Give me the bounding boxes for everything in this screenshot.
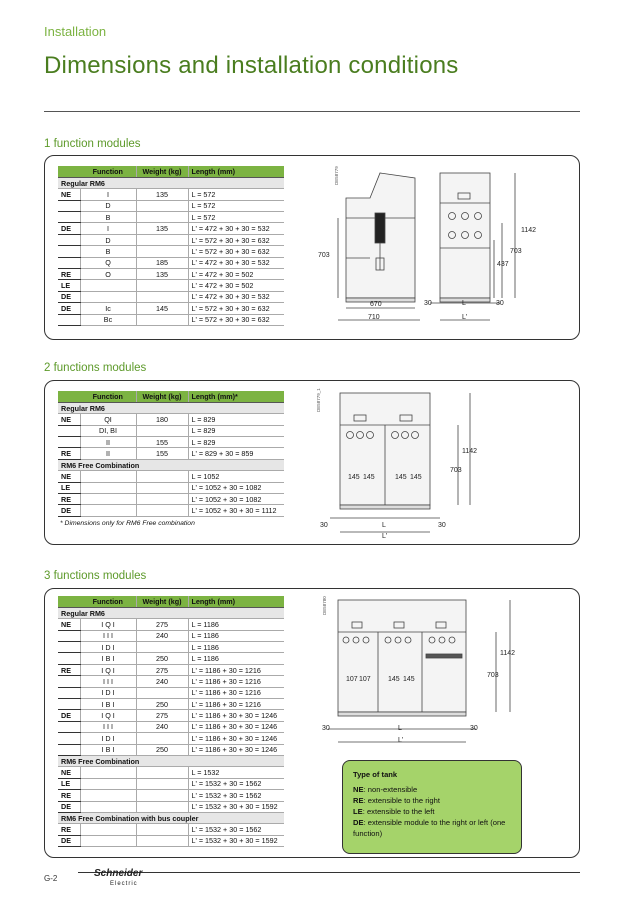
dim-label: 107	[359, 676, 371, 683]
table-row	[58, 234, 284, 245]
table-cell: L' = 1186 + 30 + 30 = 1246	[188, 744, 284, 755]
table-cell: 135	[136, 189, 188, 200]
table-cell: 275	[136, 664, 188, 675]
table-cell: D	[80, 200, 136, 211]
table-cell: L = 1186	[188, 653, 284, 664]
group-label: RM6 Free Combination	[58, 459, 284, 470]
table-cell: L' = 1052 + 30 = 1082	[188, 494, 284, 505]
table-cell	[136, 471, 188, 482]
table-cell: I D I	[80, 733, 136, 744]
table-cell: L' = 1532 + 30 = 1562	[188, 778, 284, 789]
table-cell: RE	[58, 824, 80, 835]
table-row	[58, 448, 284, 459]
dim-label: 1142	[462, 448, 478, 455]
table-cell: L' = 472 + 30 + 30 = 532	[188, 257, 284, 268]
table-cell: L' = 1186 + 30 + 30 = 1246	[188, 721, 284, 732]
group-label: Regular RM6	[58, 177, 284, 188]
table-cell: 240	[136, 721, 188, 732]
dim-label: L'	[462, 314, 468, 321]
table-cell	[58, 676, 80, 687]
dim-label: 145	[348, 474, 360, 481]
table-cell	[80, 801, 136, 812]
table-1-function	[58, 166, 284, 326]
table-row	[58, 835, 284, 846]
table-cell	[80, 835, 136, 846]
table-row	[58, 733, 284, 744]
table-cell: 250	[136, 699, 188, 710]
table-cell: L' = 829 + 30 = 859	[188, 448, 284, 459]
table-cell: DE	[58, 303, 80, 314]
table-cell	[136, 733, 188, 744]
table-cell: 275	[136, 710, 188, 721]
table-cell: II	[80, 437, 136, 448]
header-cell	[58, 166, 80, 177]
table-header-row	[58, 596, 284, 607]
table-cell: 240	[136, 630, 188, 641]
dim-label: L	[462, 300, 466, 307]
table-cell	[58, 246, 80, 257]
table-cell: L' = 572 + 30 + 30 = 632	[188, 234, 284, 245]
tank-legend-item: LE: extensible to the left	[353, 807, 435, 816]
table-cell: L' = 472 + 30 = 502	[188, 269, 284, 280]
section-title-3: 3 functions modules	[44, 570, 147, 582]
table-cell	[136, 425, 188, 436]
tank-legend-item: NE: non-extensible	[353, 785, 418, 794]
table-row	[58, 676, 284, 687]
table-cell	[136, 494, 188, 505]
table-row	[58, 653, 284, 664]
table-header-row	[58, 166, 284, 177]
page-title: Dimensions and installation conditions	[44, 52, 459, 79]
table-row	[58, 619, 284, 630]
table-cell: 155	[136, 448, 188, 459]
table-cell: NE	[58, 189, 80, 200]
dim-label: 30	[424, 300, 432, 307]
table-cell: O	[80, 269, 136, 280]
table-cell: RE	[58, 448, 80, 459]
table-cell	[80, 778, 136, 789]
table-row	[58, 494, 284, 505]
table-cell: I B I	[80, 699, 136, 710]
table-cell: LE	[58, 280, 80, 291]
table-row	[58, 505, 284, 516]
table-cell: B	[80, 212, 136, 223]
table-row	[58, 790, 284, 801]
table-cell: L = 1052	[188, 471, 284, 482]
header-cell	[58, 596, 80, 607]
table-cell	[136, 505, 188, 516]
table-row	[58, 687, 284, 698]
table-cell	[58, 234, 80, 245]
table-cell	[58, 212, 80, 223]
dim-label: L'	[398, 737, 404, 744]
table-row	[58, 664, 284, 675]
dim-label: 145	[363, 474, 375, 481]
table-cell	[58, 200, 80, 211]
table-group-row	[58, 755, 284, 766]
table-cell: DE	[58, 835, 80, 846]
table-cell: Ic	[80, 303, 136, 314]
tank-legend-item: RE: extensible to the right	[353, 796, 440, 805]
table-cell	[80, 824, 136, 835]
table-cell	[136, 314, 188, 325]
dim-label: 710	[368, 314, 380, 321]
table-cell	[58, 699, 80, 710]
table-row	[58, 291, 284, 302]
table-cell	[136, 234, 188, 245]
header-cell: Weight (kg)	[136, 596, 188, 607]
table-cell: DI, BI	[80, 425, 136, 436]
table-row	[58, 425, 284, 436]
section-label: Installation	[44, 24, 107, 39]
dim-label: 145	[410, 474, 422, 481]
dim-label: 703	[487, 672, 499, 679]
header-cell: Length (mm)	[188, 166, 284, 177]
table-cell: L' = 1186 + 30 = 1216	[188, 664, 284, 675]
page-number: G-2	[44, 874, 58, 883]
table-cell: DE	[58, 291, 80, 302]
table-row	[58, 642, 284, 653]
table-cell	[136, 767, 188, 778]
section-title-1: 1 function modules	[44, 138, 141, 150]
table-cell: I I I	[80, 630, 136, 641]
table-row	[58, 801, 284, 812]
table-cell: L = 572	[188, 189, 284, 200]
table-cell	[136, 778, 188, 789]
table-cell	[80, 505, 136, 516]
table-cell: LE	[58, 482, 80, 493]
table-cell: L' = 572 + 30 + 30 = 632	[188, 303, 284, 314]
table-row	[58, 246, 284, 257]
table-cell: RE	[58, 269, 80, 280]
table-cell: L' = 1186 + 30 + 30 = 1246	[188, 733, 284, 744]
table-2-functions	[58, 391, 284, 517]
brand-logo-sub: Electric	[110, 881, 138, 887]
table-cell: QI	[80, 414, 136, 425]
table-cell	[80, 482, 136, 493]
table-cell	[80, 494, 136, 505]
table-cell	[58, 744, 80, 755]
table-cell: L' = 1532 + 30 = 1562	[188, 824, 284, 835]
dim-label: L	[382, 522, 386, 529]
table-cell	[58, 653, 80, 664]
table-cell: NE	[58, 619, 80, 630]
drawing-code: DE58780	[322, 596, 327, 615]
dim-label: 1142	[500, 650, 516, 657]
drawing-2-functions	[320, 385, 480, 540]
table-cell	[136, 246, 188, 257]
table-cell	[58, 437, 80, 448]
table-cell	[136, 687, 188, 698]
table-cell: L = 829	[188, 425, 284, 436]
table-cell: 250	[136, 653, 188, 664]
table-cell: L' = 1532 + 30 + 30 = 1592	[188, 801, 284, 812]
table-cell: 275	[136, 619, 188, 630]
dim-label: 30	[438, 522, 446, 529]
table-cell	[80, 767, 136, 778]
table-cell: Q	[80, 257, 136, 268]
dim-label: L	[398, 725, 402, 732]
drawing-code: DE58779	[334, 166, 339, 185]
table-cell: L = 1186	[188, 642, 284, 653]
table-cell: L' = 572 + 30 + 30 = 632	[188, 314, 284, 325]
table-cell	[80, 471, 136, 482]
table-cell: L = 1532	[188, 767, 284, 778]
table-cell: L' = 1532 + 30 + 30 = 1592	[188, 835, 284, 846]
table-cell	[58, 721, 80, 732]
table-cell: DE	[58, 505, 80, 516]
table-group-row	[58, 402, 284, 413]
table-cell: NE	[58, 414, 80, 425]
table-cell	[136, 642, 188, 653]
table-row	[58, 280, 284, 291]
table-cell: L = 1186	[188, 630, 284, 641]
table-row	[58, 223, 284, 234]
dim-label: 30	[322, 725, 330, 732]
table-cell	[136, 291, 188, 302]
table-row	[58, 471, 284, 482]
table-cell: L' = 1052 + 30 + 30 = 1112	[188, 505, 284, 516]
table-cell: L' = 472 + 30 + 30 = 532	[188, 223, 284, 234]
table-cell: I Q I	[80, 619, 136, 630]
table-cell: I B I	[80, 744, 136, 755]
table-cell	[80, 790, 136, 801]
header-cell: Weight (kg)	[136, 391, 188, 402]
group-label: Regular RM6	[58, 402, 284, 413]
table-cell	[136, 824, 188, 835]
table-cell: L = 572	[188, 212, 284, 223]
tank-legend-item: DE: extensible module to the right or left (one function)	[353, 818, 506, 838]
header-cell: Function	[80, 391, 136, 402]
table-cell: L' = 1186 + 30 + 30 = 1246	[188, 710, 284, 721]
footer-divider	[78, 872, 580, 873]
group-label: Regular RM6	[58, 607, 284, 618]
table-cell: 135	[136, 269, 188, 280]
table-cell: L' = 1532 + 30 = 1562	[188, 790, 284, 801]
header-cell: Weight (kg)	[136, 166, 188, 177]
table-cell: I Q I	[80, 664, 136, 675]
dim-label: 703	[510, 248, 522, 255]
table-cell: L' = 1052 + 30 = 1082	[188, 482, 284, 493]
table-row	[58, 189, 284, 200]
dim-label: 703	[450, 467, 462, 474]
dim-label: 30	[496, 300, 504, 307]
table-row	[58, 767, 284, 778]
table-cell	[136, 801, 188, 812]
table-cell: I	[80, 189, 136, 200]
table-cell: I D I	[80, 687, 136, 698]
table-cell: 180	[136, 414, 188, 425]
table-cell: I D I	[80, 642, 136, 653]
table-row	[58, 200, 284, 211]
table-cell	[136, 790, 188, 801]
table-cell: L' = 572 + 30 + 30 = 632	[188, 246, 284, 257]
table-cell: RE	[58, 664, 80, 675]
dim-label: 670	[370, 301, 382, 308]
table-cell: II	[80, 448, 136, 459]
table-row	[58, 257, 284, 268]
table-cell: I I I	[80, 721, 136, 732]
tank-legend-title: Type of tank	[353, 770, 398, 779]
table-cell: I B I	[80, 653, 136, 664]
table-group-row	[58, 459, 284, 470]
table-cell: 145	[136, 303, 188, 314]
table-cell	[58, 630, 80, 641]
header-cell: Length (mm)	[188, 596, 284, 607]
table-cell: L' = 1186 + 30 = 1216	[188, 676, 284, 687]
table-row	[58, 778, 284, 789]
table-cell: L' = 1186 + 30 = 1216	[188, 699, 284, 710]
table-group-row	[58, 177, 284, 188]
table-row	[58, 269, 284, 280]
table-cell: L = 572	[188, 200, 284, 211]
table-cell: B	[80, 246, 136, 257]
table-cell: L = 829	[188, 437, 284, 448]
header-divider	[44, 111, 580, 112]
table-row	[58, 630, 284, 641]
table-cell: D	[80, 234, 136, 245]
group-label: RM6 Free Combination	[58, 755, 284, 766]
table-cell: L = 1186	[188, 619, 284, 630]
table-row	[58, 303, 284, 314]
dim-label: 30	[470, 725, 478, 732]
table-row	[58, 314, 284, 325]
dim-label: L'	[382, 533, 388, 540]
dim-label: 30	[320, 522, 328, 529]
footnote: * Dimensions only for RM6 Free combination	[60, 520, 195, 527]
table-header-row	[58, 391, 284, 402]
table-cell: LE	[58, 778, 80, 789]
table-cell	[136, 212, 188, 223]
dim-label: 145	[388, 676, 400, 683]
table-cell: NE	[58, 471, 80, 482]
drawing-1-function	[310, 158, 578, 333]
table-group-row	[58, 607, 284, 618]
table-cell	[58, 642, 80, 653]
dim-label: 107	[346, 676, 358, 683]
table-cell: 240	[136, 676, 188, 687]
table-cell: RE	[58, 494, 80, 505]
table-row	[58, 482, 284, 493]
dim-label: 703	[318, 252, 330, 259]
table-cell	[136, 280, 188, 291]
table-cell: DE	[58, 223, 80, 234]
table-cell: L' = 1186 + 30 = 1216	[188, 687, 284, 698]
dim-label: 1142	[521, 227, 537, 234]
table-cell: DE	[58, 710, 80, 721]
table-cell: L = 829	[188, 414, 284, 425]
table-cell: Bc	[80, 314, 136, 325]
table-cell: I Q I	[80, 710, 136, 721]
brand-logo: Schneider	[94, 868, 143, 879]
table-cell: RE	[58, 790, 80, 801]
table-row	[58, 414, 284, 425]
table-row	[58, 710, 284, 721]
table-cell: 185	[136, 257, 188, 268]
table-cell	[58, 687, 80, 698]
table-cell	[136, 835, 188, 846]
table-cell: L' = 472 + 30 = 502	[188, 280, 284, 291]
table-cell	[58, 733, 80, 744]
table-group-row	[58, 812, 284, 823]
table-cell	[58, 425, 80, 436]
table-cell: I I I	[80, 676, 136, 687]
header-cell: Length (mm)*	[188, 391, 284, 402]
table-cell: 155	[136, 437, 188, 448]
table-row	[58, 721, 284, 732]
table-row	[58, 212, 284, 223]
group-label: RM6 Free Combination with bus coupler	[58, 812, 284, 823]
table-cell	[136, 482, 188, 493]
table-row	[58, 824, 284, 835]
table-cell: I	[80, 223, 136, 234]
tank-type-legend	[342, 760, 522, 854]
table-cell	[80, 291, 136, 302]
table-cell: DE	[58, 801, 80, 812]
table-cell: L' = 472 + 30 + 30 = 532	[188, 291, 284, 302]
header-cell	[58, 391, 80, 402]
table-cell: 250	[136, 744, 188, 755]
header-cell: Function	[80, 166, 136, 177]
table-row	[58, 699, 284, 710]
dim-label: 145	[403, 676, 415, 683]
table-cell	[58, 314, 80, 325]
dim-label: 437	[497, 261, 509, 268]
table-3-functions	[58, 596, 284, 847]
table-cell	[80, 280, 136, 291]
dim-label: 145	[395, 474, 407, 481]
drawing-code: DE58779_1	[316, 388, 321, 412]
table-cell	[136, 200, 188, 211]
table-cell	[58, 257, 80, 268]
table-cell: NE	[58, 767, 80, 778]
table-row	[58, 437, 284, 448]
table-cell: 135	[136, 223, 188, 234]
section-title-2: 2 functions modules	[44, 362, 147, 374]
header-cell: Function	[80, 596, 136, 607]
table-row	[58, 744, 284, 755]
